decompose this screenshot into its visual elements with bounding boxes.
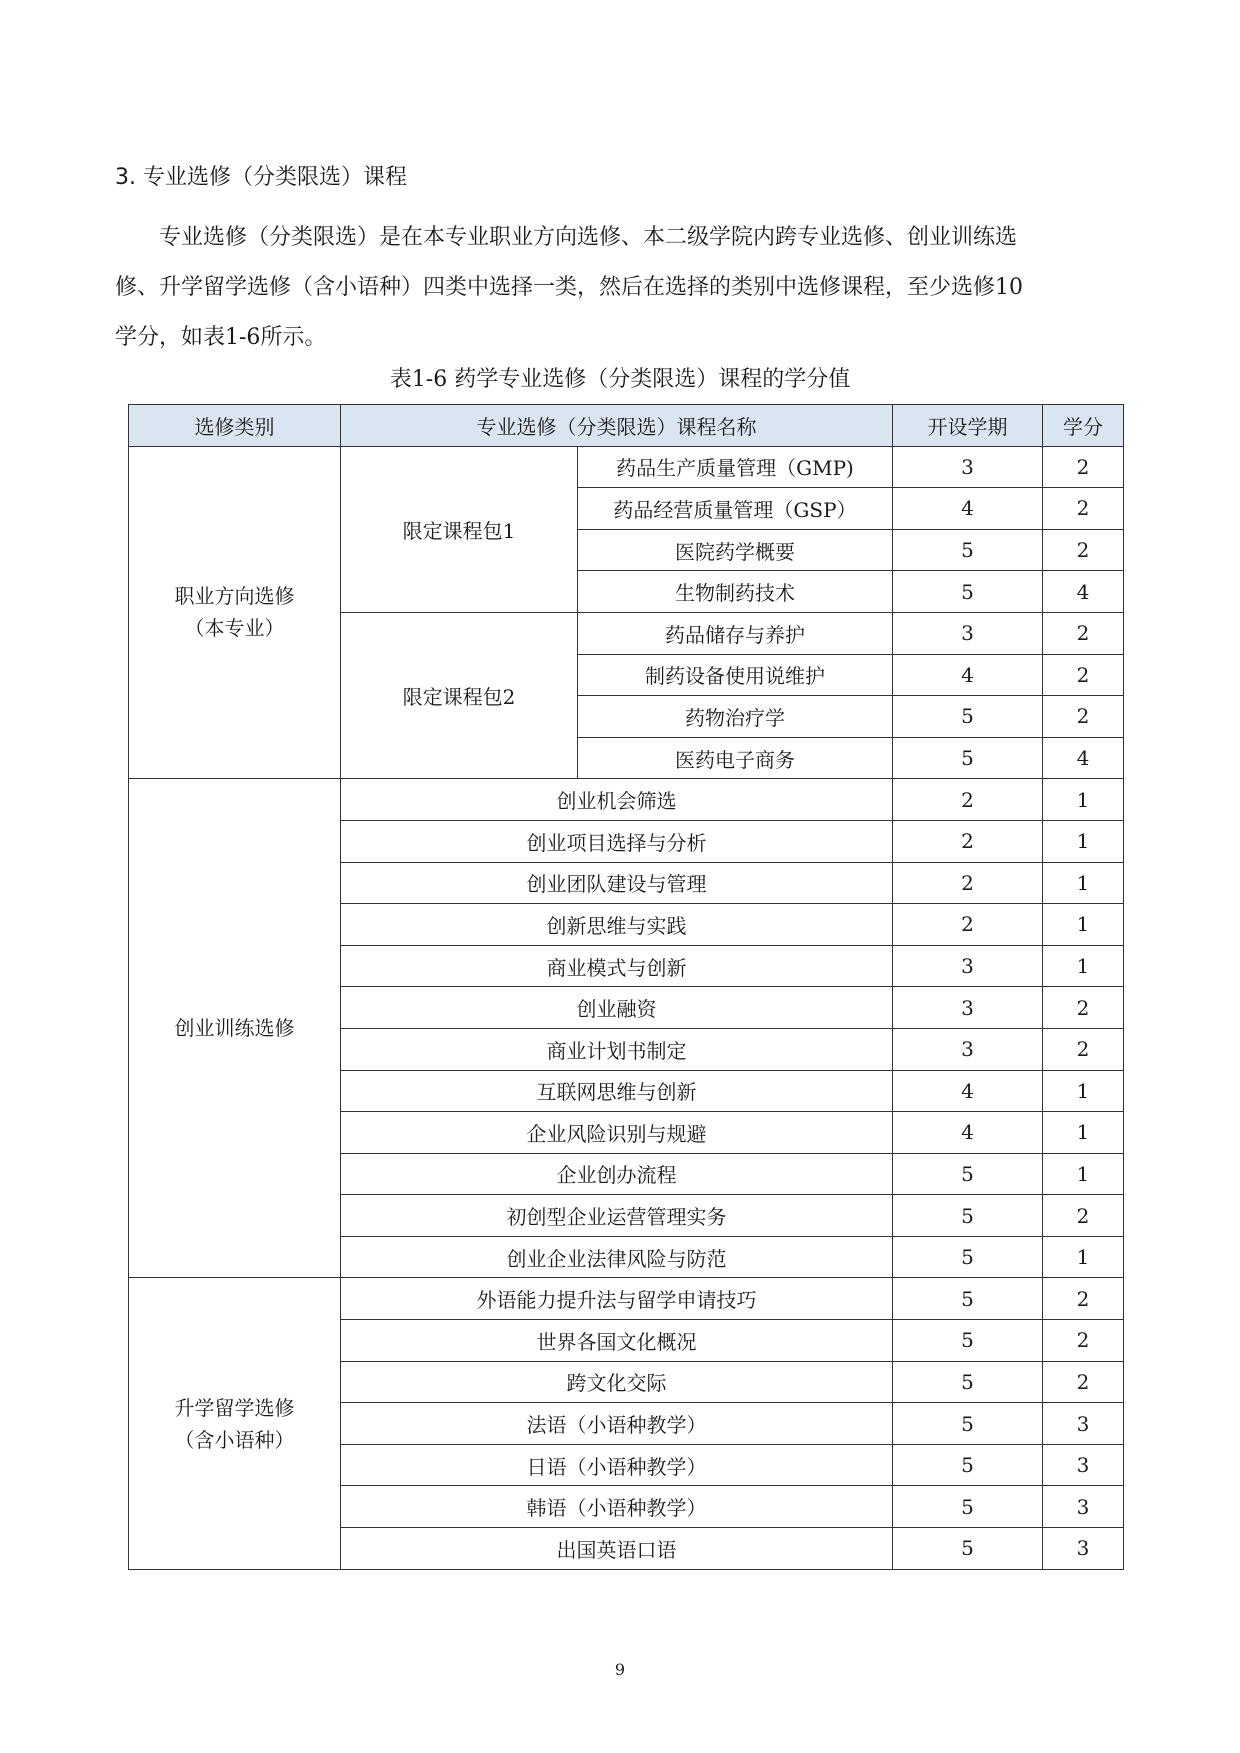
credit-cell: 2 [1043, 1195, 1124, 1237]
course-name-cell: 出国英语口语 [341, 1528, 893, 1570]
credit-cell: 1 [1043, 1153, 1124, 1195]
course-name-cell: 创业项目选择与分析 [341, 820, 893, 862]
course-name-cell: 初创型企业运营管理实务 [341, 1195, 893, 1237]
term-cell: 3 [893, 987, 1043, 1029]
category-cell-entrepreneurship [129, 779, 341, 1278]
header-term: 开设学期 [893, 405, 1043, 447]
credit-cell: 3 [1043, 1444, 1124, 1486]
credit-cell: 3 [1043, 1486, 1124, 1528]
course-name-cell: 韩语（小语种教学） [341, 1486, 893, 1528]
course-name-cell: 法语（小语种教学） [341, 1403, 893, 1445]
credit-cell: 2 [1043, 612, 1124, 654]
course-name-cell: 制药设备使用说维护 [578, 654, 893, 696]
intro-paragraph [115, 213, 1127, 363]
course-name-cell: 日语（小语种教学） [341, 1444, 893, 1486]
category-cell-career [129, 446, 341, 779]
course-name-cell: 世界各国文化概况 [341, 1320, 893, 1362]
package-cell: 限定课程包2 [341, 612, 578, 778]
course-name-cell: 创业团队建设与管理 [341, 862, 893, 904]
term-cell: 5 [893, 737, 1043, 779]
credit-cell: 2 [1043, 987, 1124, 1029]
term-cell: 2 [893, 862, 1043, 904]
credits-table [128, 404, 1124, 1570]
term-cell: 5 [893, 1444, 1043, 1486]
term-cell: 5 [893, 529, 1043, 571]
term-cell: 4 [893, 488, 1043, 530]
credit-cell: 1 [1043, 904, 1124, 946]
category-label: 创业训练选修 [174, 1016, 295, 1041]
credit-cell: 4 [1043, 737, 1124, 779]
term-cell: 2 [893, 779, 1043, 821]
course-name-cell: 创业机会筛选 [341, 779, 893, 821]
credit-cell: 1 [1043, 945, 1124, 987]
page-number: 9 [614, 1660, 626, 1679]
term-cell: 4 [893, 1112, 1043, 1154]
term-cell: 5 [893, 1320, 1043, 1362]
header-category: 选修类别 [129, 405, 341, 447]
course-name-cell: 医院药学概要 [578, 529, 893, 571]
credit-cell: 2 [1043, 1028, 1124, 1070]
credit-cell: 1 [1043, 820, 1124, 862]
term-cell: 5 [893, 696, 1043, 738]
term-cell: 4 [893, 1070, 1043, 1112]
term-cell: 5 [893, 1361, 1043, 1403]
credit-cell: 1 [1043, 862, 1124, 904]
course-name-cell: 跨文化交际 [341, 1361, 893, 1403]
term-cell: 4 [893, 654, 1043, 696]
category-sublabel: （本专业） [184, 616, 285, 641]
course-name-cell: 医药电子商务 [578, 737, 893, 779]
term-cell: 5 [893, 1278, 1043, 1320]
category-label: 升学留学选修 [174, 1395, 295, 1420]
credit-cell: 2 [1043, 529, 1124, 571]
credit-cell: 3 [1043, 1403, 1124, 1445]
credit-cell: 1 [1043, 1236, 1124, 1278]
package-cell: 限定课程包1 [341, 446, 578, 612]
course-name-cell: 药品储存与养护 [578, 612, 893, 654]
credit-cell: 4 [1043, 571, 1124, 613]
course-name-cell: 企业风险识别与规避 [341, 1112, 893, 1154]
course-name-cell: 药物治疗学 [578, 696, 893, 738]
paragraph-line-3: 学分，如表1-6所示。 [115, 325, 327, 350]
table-row [129, 446, 1124, 488]
term-cell: 3 [893, 446, 1043, 488]
credit-cell: 2 [1043, 654, 1124, 696]
term-cell: 3 [893, 945, 1043, 987]
table-row [129, 779, 1124, 821]
credit-cell: 2 [1043, 1361, 1124, 1403]
section-heading: 3. 专业选修（分类限选）课程 [115, 165, 407, 190]
course-name-cell: 商业模式与创新 [341, 945, 893, 987]
credit-cell: 2 [1043, 488, 1124, 530]
course-name-cell: 商业计划书制定 [341, 1028, 893, 1070]
table-row [129, 1278, 1124, 1320]
table-header-row [129, 405, 1124, 447]
credit-cell: 2 [1043, 1278, 1124, 1320]
credit-cell: 1 [1043, 1070, 1124, 1112]
term-cell: 5 [893, 1236, 1043, 1278]
category-cell-study-abroad [129, 1278, 341, 1569]
credit-cell: 2 [1043, 446, 1124, 488]
term-cell: 5 [893, 1486, 1043, 1528]
header-course-name: 专业选修（分类限选）课程名称 [341, 405, 893, 447]
course-name-cell: 创业融资 [341, 987, 893, 1029]
term-cell: 5 [893, 571, 1043, 613]
term-cell: 3 [893, 612, 1043, 654]
paragraph-line-2: 修、升学留学选修（含小语种）四类中选择一类，然后在选择的类别中选修课程，至少选修10 [115, 275, 1023, 300]
category-label: 职业方向选修 [174, 584, 295, 609]
course-name-cell: 外语能力提升法与留学申请技巧 [341, 1278, 893, 1320]
course-name-cell: 企业创办流程 [341, 1153, 893, 1195]
category-sublabel: （含小语种） [174, 1427, 295, 1452]
term-cell: 5 [893, 1153, 1043, 1195]
term-cell: 3 [893, 1028, 1043, 1070]
credit-cell: 2 [1043, 696, 1124, 738]
credit-cell: 1 [1043, 779, 1124, 821]
paragraph-line-1: 专业选修（分类限选）是在本专业职业方向选修、本二级学院内跨专业选修、创业训练选 [159, 225, 1018, 250]
term-cell: 2 [893, 904, 1043, 946]
term-cell: 5 [893, 1528, 1043, 1570]
course-name-cell: 生物制药技术 [578, 571, 893, 613]
credit-cell: 3 [1043, 1528, 1124, 1570]
course-name-cell: 创业企业法律风险与防范 [341, 1236, 893, 1278]
term-cell: 5 [893, 1195, 1043, 1237]
course-name-cell: 互联网思维与创新 [341, 1070, 893, 1112]
course-name-cell: 药品生产质量管理（GMP) [578, 446, 893, 488]
course-name-cell: 药品经营质量管理（GSP） [578, 488, 893, 530]
term-cell: 2 [893, 820, 1043, 862]
credit-cell: 2 [1043, 1320, 1124, 1362]
credit-cell: 1 [1043, 1112, 1124, 1154]
header-credit: 学分 [1043, 405, 1124, 447]
course-name-cell: 创新思维与实践 [341, 904, 893, 946]
term-cell: 5 [893, 1403, 1043, 1445]
table-caption: 表1-6 药学专业选修（分类限选）课程的学分值 [389, 367, 851, 392]
